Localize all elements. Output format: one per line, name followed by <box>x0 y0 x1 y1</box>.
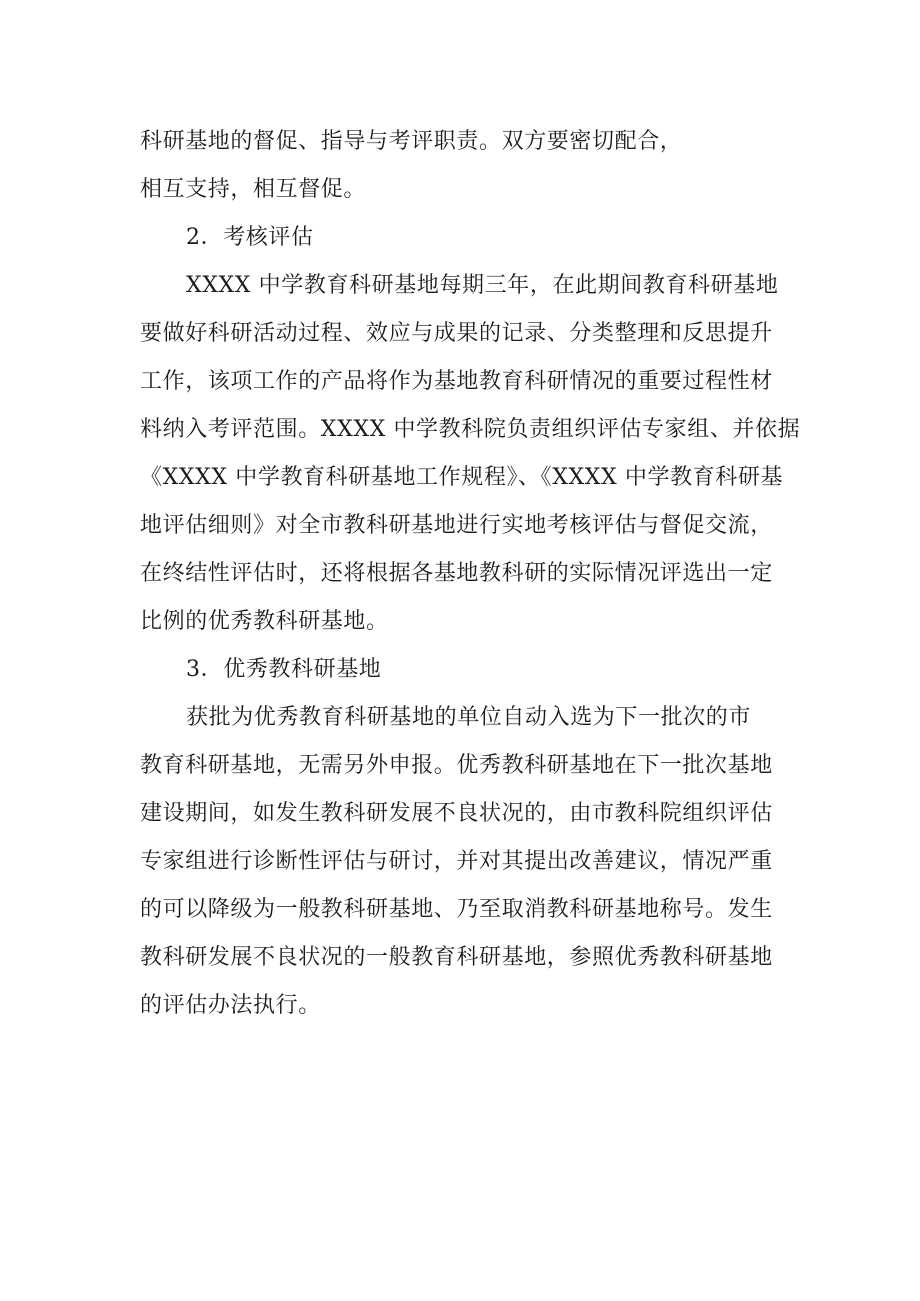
paragraph-line: 教科研发展不良状况的一般教育科研基地，参照优秀教科研基地 <box>140 945 773 970</box>
paragraph-line: 的可以降级为一般教科研基地、乃至取消教科研基地称号。发生 <box>140 897 773 922</box>
paragraph-line: 获批为优秀教育科研基地的单位自动入选为下一批次的市 <box>186 705 752 730</box>
paragraph-line: 比例的优秀教科研基地。 <box>140 609 389 634</box>
paragraph-line: 专家组进行诊断性评估与研讨，并对其提出改善建议，情况严重 <box>140 849 773 874</box>
paragraph-line: 的评估办法执行。 <box>140 993 321 1018</box>
paragraph-line: 《XXXX 中学教育科研基地工作规程》、《XXXX 中学教育科研基 <box>140 465 784 490</box>
paragraph-line: XXXX 中学教育科研基地每期三年，在此期间教育科研基地 <box>186 273 779 298</box>
paragraph-line: 在终结性评估时，还将根据各基地教科研的实际情况评选出一定 <box>140 561 773 586</box>
paragraph-line: 要做好科研活动过程、效应与成果的记录、分类整理和反思提升 <box>140 321 773 346</box>
paragraph-line: 教育科研基地，无需另外申报。优秀教科研基地在下一批次基地 <box>140 753 773 778</box>
section-heading-assessment: 2．考核评估 <box>186 225 314 250</box>
paragraph-line: 地评估细则》对全市教科研基地进行实地考核评估与督促交流， <box>140 513 773 538</box>
section-heading-excellent-base: 3．优秀教科研基地 <box>186 657 382 682</box>
paragraph-line: 相互支持，相互督促。 <box>140 177 367 202</box>
paragraph-line: 科研基地的督促、指导与考评职责。双方要密切配合， <box>140 129 683 154</box>
paragraph-line: 料纳入考评范围。XXXX 中学教科院负责组织评估专家组、并依据 <box>140 417 801 442</box>
paragraph-line: 建设期间，如发生教科研发展不良状况的，由市教科院组织评估 <box>140 801 773 826</box>
paragraph-line: 工作，该项工作的产品将作为基地教育科研情况的重要过程性材 <box>140 369 773 394</box>
